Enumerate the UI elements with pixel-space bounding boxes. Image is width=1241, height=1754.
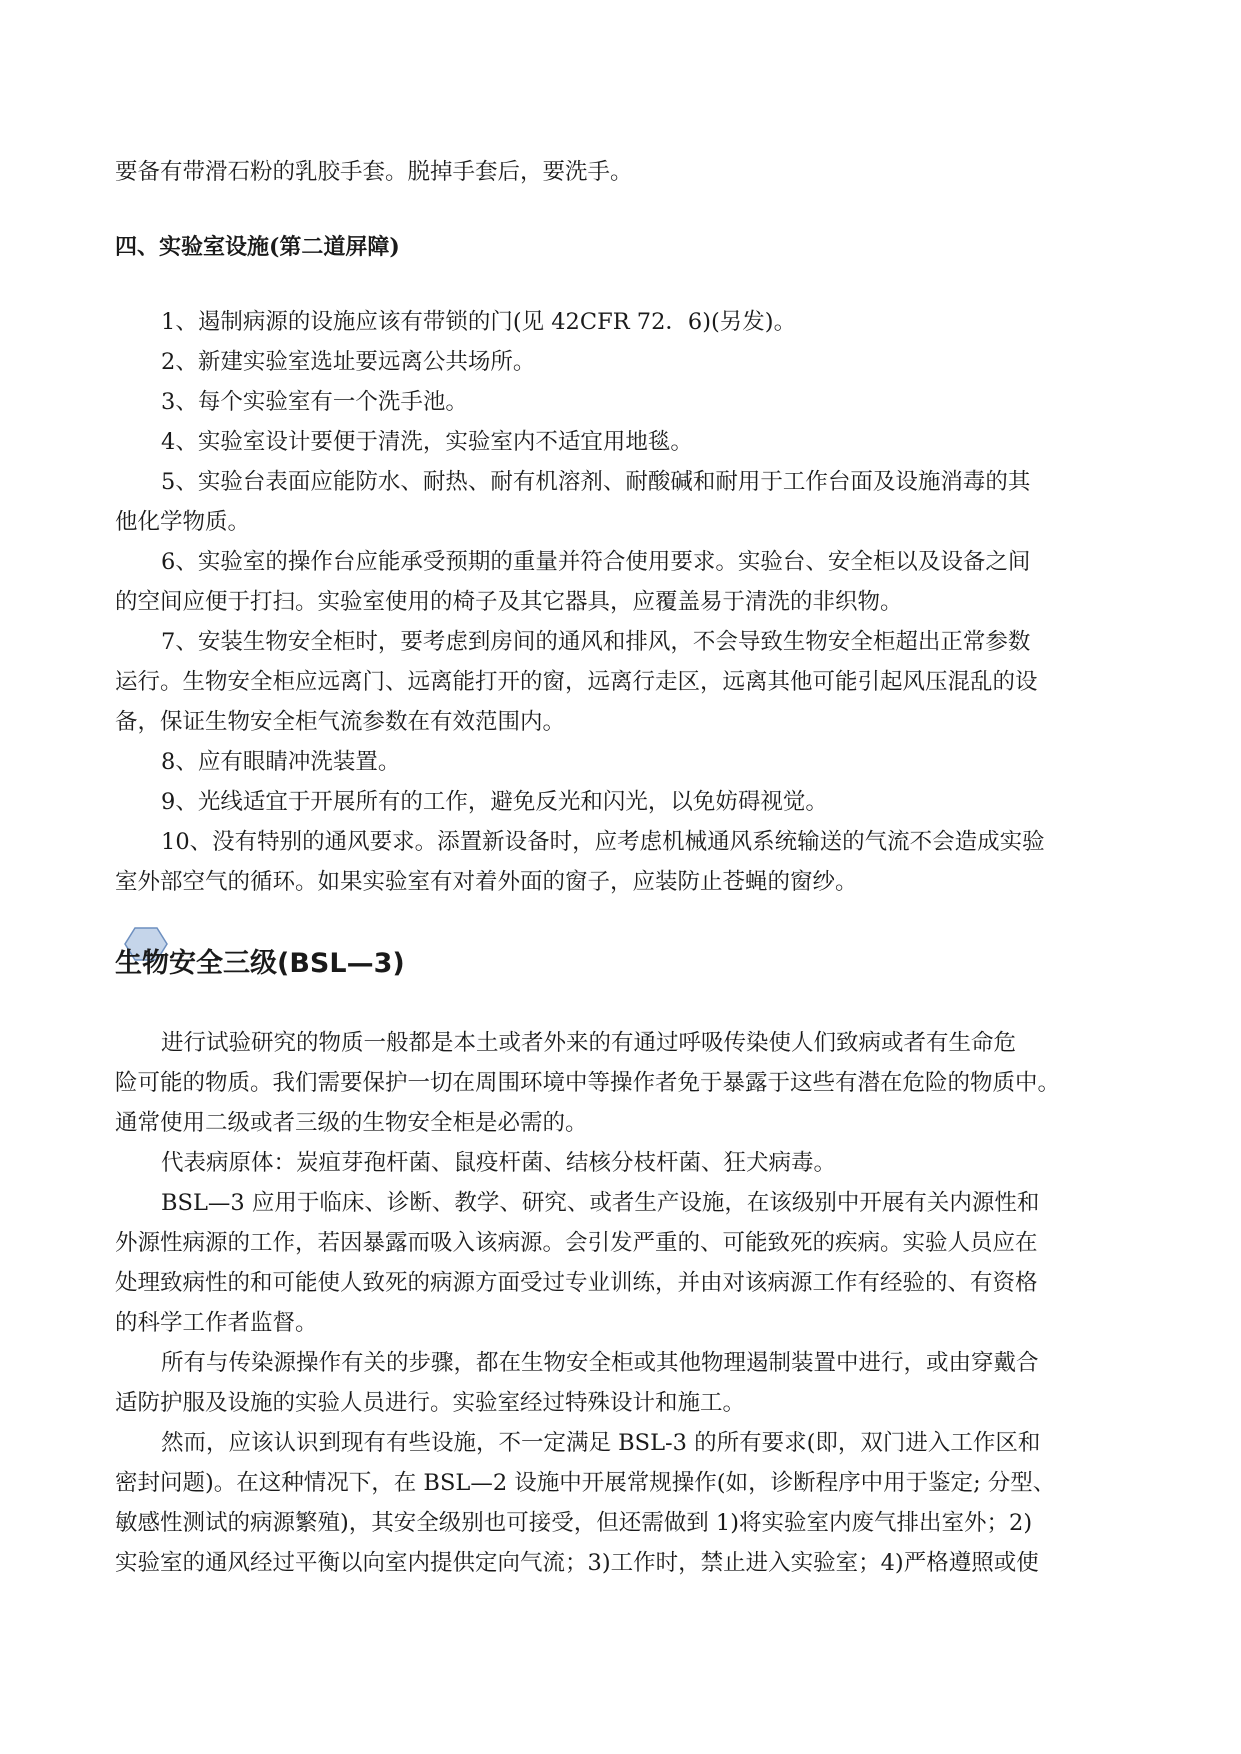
list-item: 10、没有特别的通风要求。添置新设备时，应考虑机械通风系统输送的气流不会造成实验 bbox=[161, 829, 1045, 855]
list-item-continuation: 他化学物质。 bbox=[115, 509, 251, 535]
paragraph-line: 险可能的物质。我们需要保护一切在周围环境中等操作者免于暴露于这些有潜在危险的物质中。 bbox=[115, 1070, 1061, 1096]
section-heading: 四、实验室设施(第二道屏障) bbox=[115, 234, 400, 260]
list-item-continuation: 室外部空气的循环。如果实验室有对着外面的窗子，应装防止苍蝇的窗纱。 bbox=[115, 869, 858, 895]
paragraph-line: 外源性病源的工作，若因暴露而吸入该病源。会引发严重的、可能致死的疾病。实验人员应在 bbox=[115, 1230, 1038, 1256]
paragraph-line: 的科学工作者监督。 bbox=[115, 1310, 318, 1336]
list-item: 3、每个实验室有一个洗手池。 bbox=[161, 389, 468, 415]
list-item-continuation: 运行。生物安全柜应远离门、远离能打开的窗，远离行走区，远离其他可能引起风压混乱的设 bbox=[115, 669, 1038, 695]
paragraph-line: 进行试验研究的物质一般都是本土或者外来的有通过呼吸传染使人们致病或者有生命危 bbox=[161, 1030, 1017, 1056]
chapter-heading: 生物安全三级(BSL—3) bbox=[115, 948, 405, 979]
list-item: 8、应有眼睛冲洗装置。 bbox=[161, 749, 401, 775]
list-item: 7、安装生物安全柜时，要考虑到房间的通风和排风，不会导致生物安全柜超出正常参数 bbox=[161, 629, 1031, 655]
paragraph-line: 通常使用二级或者三级的生物安全柜是必需的。 bbox=[115, 1110, 588, 1136]
paragraph-line: BSL—3 应用于临床、诊断、教学、研究、或者生产设施，在该级别中开展有关内源性和 bbox=[161, 1190, 1040, 1216]
paragraph-line: 适防护服及设施的实验人员进行。实验室经过特殊设计和施工。 bbox=[115, 1390, 746, 1416]
list-item: 5、实验台表面应能防水、耐热、耐有机溶剂、耐酸碱和耐用于工作台面及设施消毒的其 bbox=[161, 469, 1031, 495]
list-item-continuation: 备，保证生物安全柜气流参数在有效范围内。 bbox=[115, 709, 566, 735]
list-item: 9、光线适宜于开展所有的工作，避免反光和闪光，以免妨碍视觉。 bbox=[161, 789, 828, 815]
paragraph-line: 实验室的通风经过平衡以向室内提供定向气流；3)工作时，禁止进入实验室；4)严格遵照或使 bbox=[115, 1550, 1039, 1576]
list-item: 1、遏制病源的设施应该有带锁的门(见 42CFR 72．6)(另发)。 bbox=[161, 309, 797, 335]
paragraph-line: 要备有带滑石粉的乳胶手套。脱掉手套后，要洗手。 bbox=[115, 159, 633, 185]
list-item-continuation: 的空间应便于打扫。实验室使用的椅子及其它器具，应覆盖易于清洗的非织物。 bbox=[115, 589, 903, 615]
list-item: 4、实验室设计要便于清洗，实验室内不适宜用地毯。 bbox=[161, 429, 693, 455]
list-item: 2、新建实验室选址要远离公共场所。 bbox=[161, 349, 536, 375]
paragraph-line: 处理致病性的和可能使人致死的病源方面受过专业训练，并由对该病源工作有经验的、有资格 bbox=[115, 1270, 1038, 1296]
paragraph-line: 敏感性测试的病源繁殖)，其安全级别也可接受，但还需做到 1)将实验室内废气排出室外；2) bbox=[115, 1510, 1033, 1536]
list-item: 6、实验室的操作台应能承受预期的重量并符合使用要求。实验台、安全柜以及设备之间 bbox=[161, 549, 1031, 575]
paragraph-line: 然而，应该认识到现有有些设施，不一定满足 BSL-3 的所有要求(即，双门进入工作区和 bbox=[161, 1430, 1041, 1456]
paragraph-line: 代表病原体：炭疽芽孢杆菌、鼠疫杆菌、结核分枝杆菌、狂犬病毒。 bbox=[161, 1150, 837, 1176]
paragraph-line: 所有与传染源操作有关的步骤，都在生物安全柜或其他物理遏制装置中进行，或由穿戴合 bbox=[161, 1350, 1039, 1376]
paragraph-line: 密封问题)。在这种情况下，在 BSL—2 设施中开展常规操作(如，诊断程序中用于鉴定; 分型、 bbox=[115, 1470, 1056, 1496]
